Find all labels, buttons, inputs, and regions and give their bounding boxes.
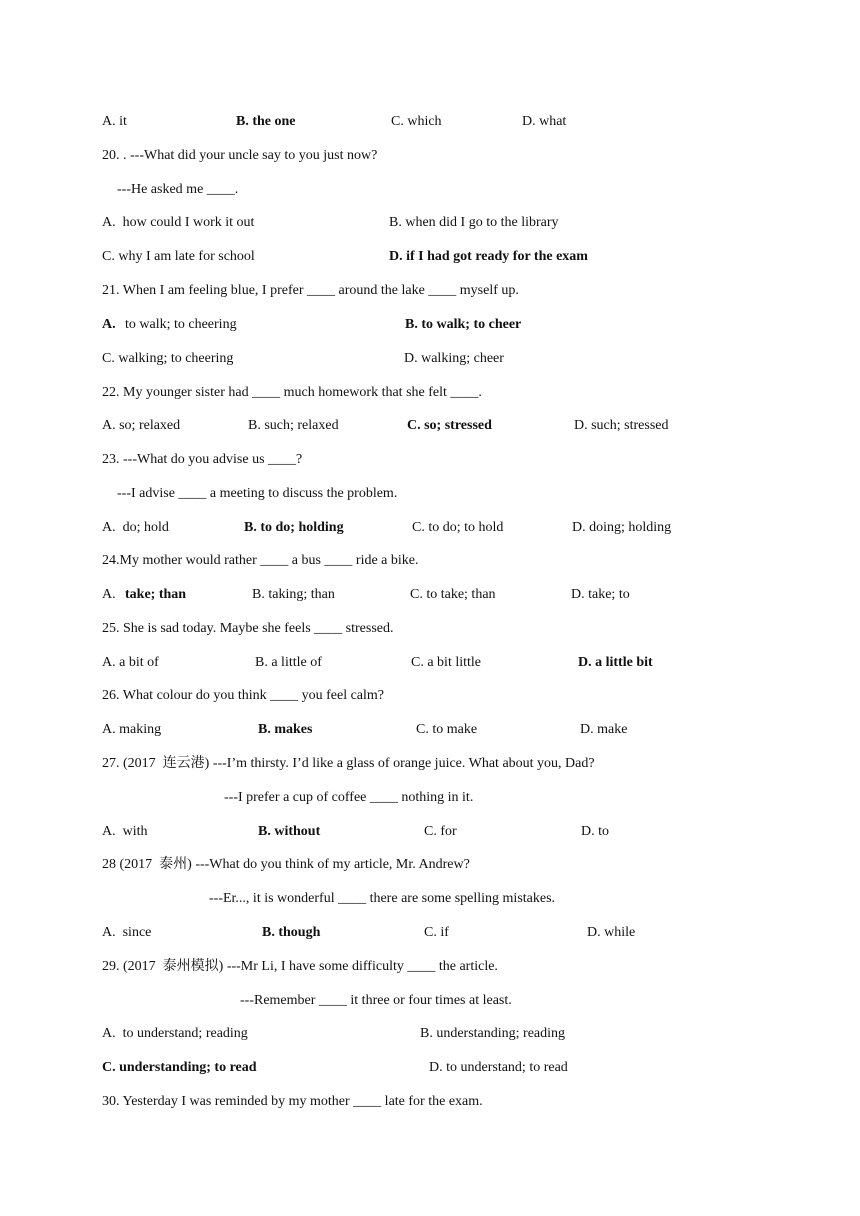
question-line bbox=[0, 855, 860, 875]
answer-options-line bbox=[0, 213, 860, 233]
answer-options-line bbox=[0, 247, 860, 267]
answer-option: C. walking; to cheering bbox=[102, 351, 234, 366]
answer-options-line bbox=[0, 822, 860, 842]
answer-options-line bbox=[0, 720, 860, 740]
answer-option: B. when did I go to the library bbox=[389, 215, 559, 230]
dialogue-line bbox=[0, 788, 860, 808]
question-line bbox=[0, 754, 860, 774]
question-text: 24.My mother would rather ____ a bus ____ ride a bike. bbox=[102, 553, 419, 568]
dialogue-line bbox=[0, 991, 860, 1011]
question-line bbox=[0, 383, 860, 403]
dialogue-text: ---I advise ____ a meeting to discuss the problem. bbox=[117, 486, 398, 501]
answer-option: C. a bit little bbox=[411, 655, 481, 670]
correct-answer-option: C. so; stressed bbox=[407, 418, 492, 433]
question-line bbox=[0, 957, 860, 977]
answer-option: A. how could I work it out bbox=[102, 215, 255, 230]
correct-answer-option: D. if I had got ready for the exam bbox=[389, 249, 588, 264]
answer-option: D. such; stressed bbox=[574, 418, 669, 433]
answer-option: B. understanding; reading bbox=[420, 1026, 566, 1041]
question-line bbox=[0, 450, 860, 470]
answer-option: B. a little of bbox=[255, 655, 322, 670]
answer-option: to walk; to cheering bbox=[125, 317, 237, 332]
dialogue-text: ---He asked me ____. bbox=[117, 182, 239, 197]
answer-options-line bbox=[0, 923, 860, 943]
answer-option: C. which bbox=[391, 114, 442, 129]
correct-answer-option: B. makes bbox=[258, 722, 313, 737]
answer-option: C. for bbox=[424, 824, 457, 839]
answer-option: D. to understand; to read bbox=[429, 1060, 568, 1075]
dialogue-line bbox=[0, 484, 860, 504]
correct-answer-option: take; than bbox=[125, 587, 187, 602]
dialogue-line bbox=[0, 180, 860, 200]
answer-option: A. do; hold bbox=[102, 520, 169, 535]
answer-options-line bbox=[0, 1058, 860, 1078]
question-line bbox=[0, 1092, 860, 1112]
answer-option: D. to bbox=[581, 824, 609, 839]
answer-option: B. such; relaxed bbox=[248, 418, 339, 433]
answer-option: D. what bbox=[522, 114, 567, 129]
correct-answer-option: B. to walk; to cheer bbox=[405, 317, 522, 332]
dialogue-line bbox=[0, 889, 860, 909]
answer-options-line bbox=[0, 518, 860, 538]
question-text: 25. She is sad today. Maybe she feels ____ stressed. bbox=[102, 621, 394, 636]
correct-answer-option: B. the one bbox=[236, 114, 296, 129]
answer-option: A. bbox=[102, 587, 116, 602]
answer-option: D. take; to bbox=[571, 587, 630, 602]
answer-option: D. make bbox=[580, 722, 628, 737]
question-text: 26. What colour do you think ____ you feel calm? bbox=[102, 688, 385, 703]
correct-answer-option: B. to do; holding bbox=[244, 520, 344, 535]
answer-options-line bbox=[0, 416, 860, 436]
answer-options-line bbox=[0, 1024, 860, 1044]
dialogue-text: ---Remember ____ it three or four times at least. bbox=[240, 993, 512, 1008]
question-line bbox=[0, 551, 860, 571]
question-text: 23. ---What do you advise us ____? bbox=[102, 452, 303, 467]
question-text: 30. Yesterday I was reminded by my mother ____ late for the exam. bbox=[102, 1094, 483, 1109]
question-text: 20. . ---What did your uncle say to you just now? bbox=[102, 148, 378, 163]
question-text: 21. When I am feeling blue, I prefer ____ around the lake ____ myself up. bbox=[102, 283, 519, 298]
question-line bbox=[0, 619, 860, 639]
correct-answer-option: A. bbox=[102, 317, 116, 332]
question-text: 27. (2017 连云港) ---I’m thirsty. I’d like a glass of orange juice. What about you, Dad? bbox=[102, 756, 595, 771]
answer-options-line bbox=[0, 653, 860, 673]
question-line bbox=[0, 146, 860, 166]
dialogue-text: ---I prefer a cup of coffee ____ nothing in it. bbox=[224, 790, 474, 805]
answer-option: C. why I am late for school bbox=[102, 249, 255, 264]
answer-options-line bbox=[0, 315, 860, 335]
correct-answer-option: D. a little bit bbox=[578, 655, 653, 670]
answer-option: C. to make bbox=[416, 722, 478, 737]
answer-option: C. to do; to hold bbox=[412, 520, 504, 535]
correct-answer-option: B. without bbox=[258, 824, 321, 839]
question-text: 22. My younger sister had ____ much homework that she felt ____. bbox=[102, 385, 482, 400]
answer-option: A. a bit of bbox=[102, 655, 159, 670]
answer-option: A. it bbox=[102, 114, 127, 129]
answer-options-line bbox=[0, 585, 860, 605]
answer-options-line bbox=[0, 112, 860, 132]
question-line bbox=[0, 686, 860, 706]
question-text: 28 (2017 泰州) ---What do you think of my article, Mr. Andrew? bbox=[102, 857, 470, 872]
answer-option: C. to take; than bbox=[410, 587, 496, 602]
answer-option: C. if bbox=[424, 925, 449, 940]
answer-option: A. making bbox=[102, 722, 162, 737]
answer-option: A. since bbox=[102, 925, 152, 940]
question-text: 29. (2017 泰州模拟) ---Mr Li, I have some difficulty ____ the article. bbox=[102, 959, 498, 974]
answer-option: A. to understand; reading bbox=[102, 1026, 248, 1041]
correct-answer-option: B. though bbox=[262, 925, 321, 940]
answer-option: B. taking; than bbox=[252, 587, 335, 602]
answer-option: A. with bbox=[102, 824, 148, 839]
answer-options-line bbox=[0, 349, 860, 369]
question-line bbox=[0, 281, 860, 301]
answer-option: D. while bbox=[587, 925, 636, 940]
answer-option: D. doing; holding bbox=[572, 520, 672, 535]
dialogue-text: ---Er..., it is wonderful ____ there are some spelling mistakes. bbox=[209, 891, 556, 906]
answer-option: D. walking; cheer bbox=[404, 351, 504, 366]
answer-option: A. so; relaxed bbox=[102, 418, 181, 433]
correct-answer-option: C. understanding; to read bbox=[102, 1060, 257, 1075]
